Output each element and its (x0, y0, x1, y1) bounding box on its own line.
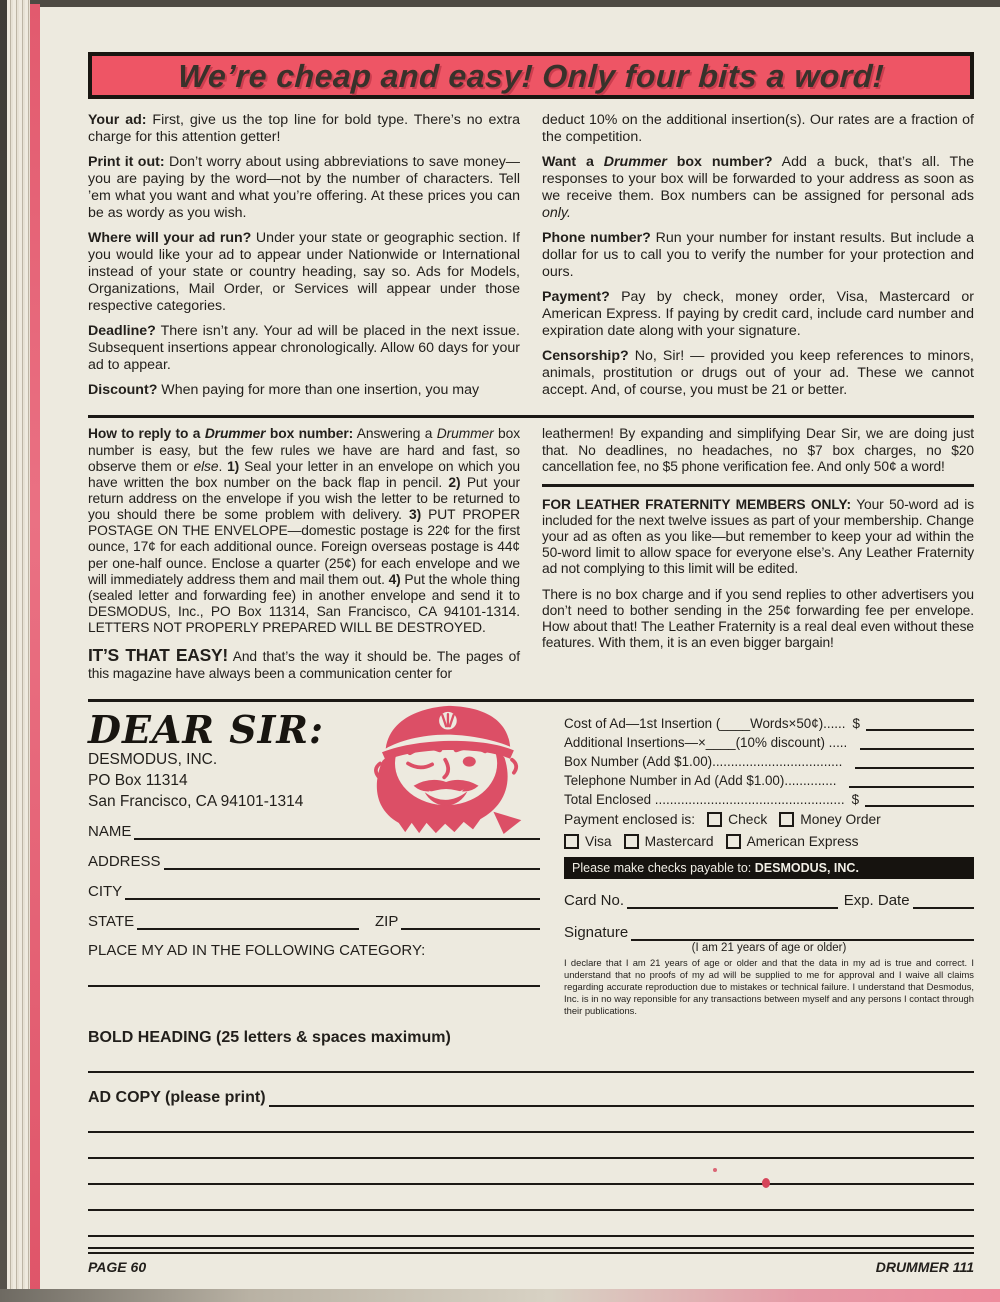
legal-disclaimer: I declare that I am 21 years of age or older and that the data in my ad is true and correct. I understand that no proofs of my ad will be supplied to me for approval and I waive all claims regarding accurate reproduction due to mistakes or technical failure. I understand that Desmodus, Inc. is in no way reponsible for any transactions between myself and any persons I contact through their publications. (564, 956, 974, 1017)
members-divider-top (542, 484, 974, 487)
bold-heading-label: BOLD HEADING (25 letters & spaces maximum) (88, 1029, 451, 1047)
signature-row (564, 923, 974, 941)
checkbox-label: Visa (585, 834, 612, 850)
order-form-left (88, 706, 540, 1017)
ad-copy-blank-line[interactable] (88, 1159, 974, 1185)
dollar-sign: $ (851, 791, 860, 807)
rates-info-right-column (542, 112, 974, 407)
checkbox-icon[interactable] (726, 834, 741, 849)
paragraph-deadline: Deadline? There isn’t any. Your ad will be placed in the next issue. Subsequent insertions appear chronologically. Allow 60 days for your ad to appear. (88, 323, 520, 374)
rates-info-left-column (88, 112, 520, 407)
checks-payable-text: Please make checks payable to: (572, 860, 755, 875)
stacked-page-edges (7, 0, 30, 1302)
state-label: STATE (88, 912, 135, 930)
cost-input-line[interactable] (849, 772, 974, 788)
paragraph-payment: Payment? Pay by check, money order, Visa, Mastercard or American Express. If paying by credit card, include card number and expiration date along with your signature. (542, 289, 974, 340)
cost-row-telephone (564, 769, 974, 788)
ad-copy-blank-line[interactable] (88, 1133, 974, 1159)
how-to-reply-right-column (542, 426, 974, 690)
paragraph-your-ad: Your ad: First, give us the top line for bold type. There’s no extra charge for this attention getter! (88, 112, 520, 146)
checkbox-icon[interactable] (779, 812, 794, 827)
checkbox-icon[interactable] (707, 812, 722, 827)
checkbox-mastercard[interactable] (624, 834, 714, 849)
footer-divider (88, 1247, 974, 1254)
issue-number: DRUMMER 111 (875, 1259, 974, 1276)
bold-heading-input-line[interactable] (88, 1047, 974, 1073)
category-input-line[interactable] (88, 959, 540, 987)
signature-label: Signature (564, 923, 629, 941)
photo-bottom-edge (0, 1289, 1000, 1302)
checkbox-icon[interactable] (564, 834, 579, 849)
how-to-reply-section (88, 426, 974, 690)
cost-row-total-enclosed (564, 788, 974, 807)
paragraph-its-that-easy: IT’S THAT EASY! And that’s the way it should be. The pages of this magazine have always been a communication center for (88, 645, 520, 681)
state-zip-field-row (88, 912, 540, 930)
paragraph-where-will-ad-run: Where will your ad run? Under your state or geographic section. If you would like your ad to appear under Nationwide or International instead of your state or country heading, say so. Ads for Models, Organizations, Mail Order, or Services will appear under those respective categories. (88, 230, 521, 315)
ad-copy-blank-line[interactable] (88, 1185, 974, 1211)
cost-label: Box Number (Add $1.00)................................... (564, 753, 843, 769)
dollar-sign: $ (852, 715, 860, 731)
paragraph-censorship: Censorship? No, Sir! — provided you keep references to minors, animals, prostitution or drugs out of your ad. These we cannot accept. And, of course, you must be 21 or better. (542, 348, 974, 399)
checkbox-label: Mastercard (644, 834, 714, 850)
city-field-row (88, 882, 540, 900)
checkbox-visa[interactable] (564, 834, 612, 849)
publisher-name: DESMODUS, INC. (88, 751, 218, 768)
cost-label: Cost of Ad—1st Insertion (____Words×50¢)...... (564, 715, 846, 731)
state-input-line[interactable] (137, 914, 359, 930)
signature-input-line[interactable] (631, 925, 974, 941)
paragraph-print-it-out: Print it out: Don’t worry about using abbreviations to save money—you are paying by the word—not by the number of characters. Tell ’em what you want and what you’re offering. At these prices you can be as wordy as you wish. (88, 154, 520, 222)
headline-banner (88, 52, 974, 99)
checkbox-label: Check (728, 812, 768, 828)
ad-copy-label: AD COPY (please print) (88, 1089, 266, 1107)
ad-copy-blank-line[interactable] (88, 1211, 974, 1237)
ad-copy-input-line[interactable] (269, 1091, 974, 1107)
cost-label: Telephone Number in Ad (Add $1.00).............. (564, 772, 837, 788)
photo-top-edge (0, 0, 1000, 7)
address-label: ADDRESS (88, 852, 161, 870)
paragraph-how-to-reply: How to reply to a Drummer box number: Answering a Drummer box number is easy, but the few rules we have are hard and fast, so observe them or else. 1) Seal your letter in an envelope on which you have written the box number on the back flap in pencil. 2) Put your return address on the envelope if you wish the letter to be returned to you should there be some problem with delivery. 3) PUT PROPER POSTAGE ON THE ENVELOPE—domestic postage is 22¢ for the first ounce, 17¢ for each additional ounce. Foreign overseas postage is 44¢ per one-half ounce. Enclose a quarter (25¢) for each envelope and we will immediately address them and mail them out. 4) Put the whole thing (sealed letter and forwarding fee) in another envelope and send it to DESMODUS, Inc., PO Box 11314, San Francisco, CA 94101-1314. LETTERS NOT PROPERLY PREPARED WILL BE DESTROYED. (88, 426, 521, 636)
cost-input-line[interactable] (855, 753, 974, 769)
city-label: CITY (88, 882, 123, 900)
paragraph-fraternity-members: FOR LEATHER FRATERNITY MEMBERS ONLY: Your 50-word ad is included for the next twelve issues as part of your membership. Change your ad as often as you like—but remember to keep your ad within the 50-word limit to allow space for everyone else’s. Any Leather Fraternity ad not complying to this limit will be edited. (542, 496, 974, 577)
card-number-label: Card No. (564, 891, 625, 909)
payment-method-row-2 (564, 833, 974, 851)
page-number: PAGE 60 (88, 1259, 147, 1276)
cost-row-first-insertion (564, 712, 974, 731)
checkbox-icon[interactable] (624, 834, 639, 849)
paragraph-no-box-charge: There is no box charge and if you send replies to other advertisers you don’t need to bother sending in the 25¢ forwarding fee per envelope. How about that! The Leather Fraternity is a real deal even without these features. With them, it is an even bigger bargain! (542, 586, 974, 651)
checkbox-money-order[interactable] (779, 812, 881, 827)
checkbox-check[interactable] (707, 812, 767, 827)
how-to-reply-left-column (88, 426, 520, 690)
mascot-illustration (354, 704, 540, 834)
cost-input-line[interactable] (860, 734, 974, 750)
exp-date-label: Exp. Date (843, 891, 910, 909)
checkbox-label: Money Order (800, 812, 881, 828)
address-field-row (88, 852, 540, 870)
paragraph-discount-continued: deduct 10% on the additional insertion(s). Our rates are a fraction of the competition. (542, 112, 974, 146)
payment-label: Payment enclosed is: (564, 812, 696, 828)
card-number-input-line[interactable] (627, 893, 838, 909)
page-footer (88, 1254, 974, 1275)
publisher-city: San Francisco, CA 94101-1314 (88, 793, 304, 811)
checks-payable-bar (564, 857, 974, 879)
checkbox-label: American Express (746, 834, 859, 850)
magazine-page (40, 7, 1000, 1289)
cost-row-additional-insertions (564, 731, 974, 750)
dear-sir-block (88, 706, 540, 811)
order-form-right (564, 712, 974, 1017)
paragraph-discount: Discount? When paying for more than one insertion, you may (88, 382, 480, 399)
rates-info-section (88, 112, 974, 407)
exp-date-input-line[interactable] (913, 893, 974, 909)
name-label: NAME (88, 822, 132, 840)
card-number-row (564, 891, 974, 909)
cost-input-line[interactable] (866, 715, 974, 731)
age-statement: (I am 21 years of age or older) (691, 941, 847, 954)
ink-stain (762, 1178, 770, 1188)
form-top-divider (88, 699, 974, 702)
form-title: DEAR SIR: (88, 706, 325, 752)
cost-row-box-number (564, 750, 974, 769)
paragraph-box-number: Want a Drummer box number? Add a buck, that’s all. The responses to your box will be forwarded to your address as soon as we receive them. Box numbers can be assigned for personal ads only. (542, 154, 974, 222)
cost-label: Additional Insertions—×____(10% discount) ..... (564, 734, 848, 750)
headline-text: We’re cheap and easy! Only four bits a word! (177, 57, 885, 94)
publisher-po-box: PO Box 11314 (88, 772, 188, 790)
section-divider (88, 415, 974, 418)
order-form (88, 706, 974, 1017)
ad-copy-row (88, 1089, 974, 1107)
ad-copy-blank-line[interactable] (88, 1107, 974, 1133)
checkbox-american-express[interactable] (726, 834, 859, 849)
zip-label: ZIP (374, 912, 399, 930)
checks-payable-company: DESMODUS, INC. (754, 860, 859, 875)
cost-label: Total Enclosed ................................................... (564, 791, 845, 807)
address-input-line[interactable] (164, 854, 540, 870)
paragraph-leathermen: leathermen! By expanding and simplifying Dear Sir, we are doing just that. No deadlines, no headaches, no $7 box charges, no $20 cancellation fee, no $5 phone verification fee. And only 50¢ a word! (542, 426, 974, 474)
paragraph-phone-number: Phone number? Run your number for instant results. But include a dollar for us to call you to verify the number for your protection and ours. (542, 230, 974, 281)
cost-input-line[interactable] (865, 791, 974, 807)
book-spine-edge (0, 0, 7, 1302)
zip-input-line[interactable] (401, 914, 540, 930)
ink-stain (713, 1168, 717, 1172)
payment-method-row-1 (564, 811, 974, 829)
city-input-line[interactable] (125, 884, 540, 900)
pink-page-edge (30, 4, 40, 1294)
category-label: PLACE MY AD IN THE FOLLOWING CATEGORY: (88, 941, 426, 959)
